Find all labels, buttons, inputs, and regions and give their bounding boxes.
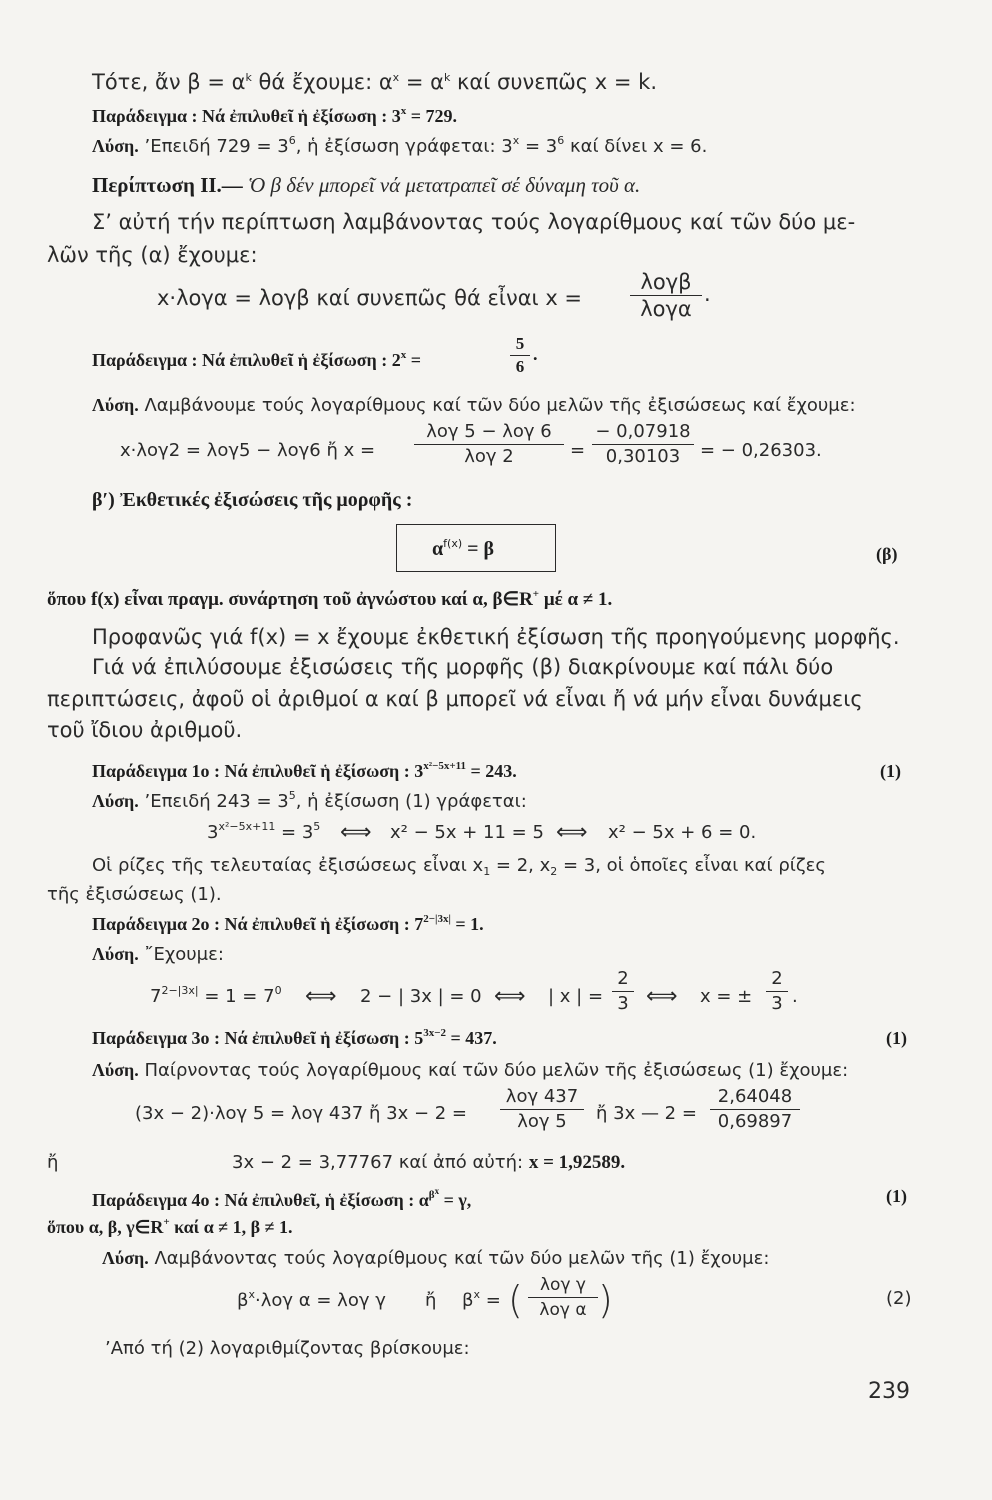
- equivalence-arrow: ⟺: [494, 984, 524, 1009]
- equation-text: x = ±: [700, 986, 753, 1007]
- fraction: λογ 5 − λογ 6 λογ 2: [414, 421, 564, 468]
- equation-text: x² − 5x + 11 = 5: [390, 822, 544, 843]
- page-number: 239: [868, 1379, 910, 1404]
- paragraph-line: Προφανῶς γιά f(x) = x ἔχουμε ἐκθετική ἐξίσωση τῆς προηγούμενης μορφῆς.: [92, 625, 900, 649]
- example-heading: Παράδειγμα 4ο : Νά ἐπιλυθεῖ, ἡ ἐξίσωση : $\alpha^{\beta^x} = \gamma$,: [92, 1186, 472, 1210]
- equation-text: (3x − 2)·λογ 5 = λογ 437 ἤ 3x − 2 =: [135, 1103, 467, 1124]
- fraction: λογ γ λογ α: [528, 1274, 598, 1321]
- equation-text: 2 − | 3x | = 0: [360, 986, 482, 1007]
- example-heading: Παράδειγμα : Νά ἐπιλυθεῖ ἡ ἐξίσωση : $2^x$ =: [92, 349, 422, 370]
- paragraph-line: λῶν τῆς (α) ἔχουμε:: [47, 243, 258, 267]
- equivalence-arrow: ⟺: [556, 820, 586, 845]
- fraction: 2 3: [766, 968, 788, 1015]
- left-paren: (: [508, 1278, 523, 1322]
- solution-line: Λύση. ’Επειδή $729 = 3^6$, ἡ ἐξίσωση γράφεται: $3^x = 3^6$ καί δίνει x = 6.: [92, 134, 708, 157]
- fraction: 2 3: [612, 968, 634, 1015]
- equation-tag: (1): [886, 1028, 907, 1048]
- paragraph-line: Οἱ ρίζες τῆς τελευταίας ἐξισώσεως εἶναι $x_1 = 2$, $x_2 = 3$, οἱ ὁποῖες εἶναι καί ρίζες: [92, 855, 826, 878]
- fraction: λογ 437 λογ 5: [500, 1086, 584, 1133]
- equation-text: 3x − 2 = 3,77767 καί ἀπό αὐτή: x = 1,92589.: [232, 1152, 626, 1173]
- section-heading: β′) Ἐκθετικές ἐξισώσεις τῆς μορφῆς :: [92, 489, 413, 511]
- equation-text: =: [570, 440, 586, 461]
- equivalence-arrow: ⟺: [646, 984, 676, 1009]
- equation-text: = − 0,26303.: [700, 440, 822, 461]
- equation-text: $\beta^x\cdot\lambda o\gamma$ α = λογ γ: [237, 1288, 386, 1311]
- right-paren: ): [598, 1278, 613, 1322]
- equation-text: x·λογα = λογβ καί συνεπῶς θά εἶναι x =: [157, 286, 583, 310]
- equation-tag: (β): [876, 544, 898, 564]
- solution-line: Λύση. ῎Εχουμε:: [92, 944, 224, 965]
- fraction: − 0,07918 0,30103: [592, 421, 694, 468]
- fraction: λογβ λογα: [630, 270, 702, 321]
- fraction: 5 6: [510, 334, 530, 377]
- solution-line: Λύση. Λαμβάνουμε τούς λογαρίθμους καί τῶν δύο μελῶν τῆς ἐξισώσεως καί ἔχουμε:: [92, 395, 856, 416]
- text-line-then: Τότε, ἄν $\beta = \alpha^k$ θά ἔχουμε: $\alpha^x = \alpha^k$ καί συνεπῶς x = k.: [92, 70, 658, 94]
- equation-text: .: [533, 344, 538, 364]
- equation-text: x·λογ2 = λογ5 − λογ6 ἤ x =: [120, 440, 376, 461]
- equation-tag: (1): [886, 1186, 907, 1206]
- equation-tag: (1): [880, 761, 901, 781]
- solution-line: Λύση. Λαμβάνοντας τούς λογαρίθμους καί τῶν δύο μελῶν τῆς (1) ἔχουμε:: [102, 1248, 770, 1269]
- definition-line: ὅπου f(x) εἶναι πραγμ. συνάρτηση τοῦ ἀγνώστου καί α, β∈R+ μέ α ≠ 1.: [47, 588, 613, 610]
- example-heading: Παράδειγμα 3ο : Νά ἐπιλυθεῖ ἡ ἐξίσωση : $5^{3x-2} = 437$.: [92, 1027, 497, 1048]
- equation-text: $3^{x^2-5x+11} = 3^5$: [207, 820, 321, 843]
- solution-line: Λύση. ’Επειδή $243 = 3^5$, ἡ ἐξίσωση (1) γράφεται:: [92, 789, 527, 812]
- equation-text: | x | =: [548, 986, 604, 1007]
- equation-text: $\beta^x$ =: [462, 1288, 501, 1311]
- equation-text: x² − 5x + 6 = 0.: [608, 822, 757, 843]
- equation-text: ἤ 3x — 2 =: [596, 1103, 697, 1124]
- case-heading: Περίπτωση ΙΙ.— Ὁ β δέν μπορεῖ νά μετατραπεῖ σέ δύναμη τοῦ α.: [92, 173, 641, 197]
- boxed-formula-text: $\alpha^{f(x)} = \beta$: [432, 537, 495, 560]
- equation-text: ἤ: [47, 1152, 59, 1173]
- equation-text: .: [792, 986, 798, 1007]
- equation-text: .: [704, 282, 711, 306]
- fraction: 2,64048 0,69897: [710, 1086, 800, 1133]
- paragraph-line: τοῦ ἴδιου ἀριθμοῦ.: [47, 718, 243, 742]
- paragraph-line: Σ’ αὐτή τήν περίπτωση λαμβάνοντας τούς λογαρίθμους καί τῶν δύο με-: [92, 210, 856, 234]
- example-heading: ὅπου α, β, γ∈R+ καί α ≠ 1, β ≠ 1.: [47, 1216, 293, 1237]
- equivalence-arrow: ⟺: [305, 984, 335, 1009]
- example-heading: Παράδειγμα : Νά ἐπιλυθεῖ ἡ ἐξίσωση : $3^x = 729$.: [92, 105, 458, 126]
- solution-line: Λύση. Παίρνοντας τούς λογαρίθμους καί τῶν δύο μελῶν τῆς ἐξισώσεως (1) ἔχουμε:: [92, 1060, 849, 1081]
- paragraph-line: τῆς ἐξισώσεως (1).: [47, 884, 222, 905]
- example-heading: Παράδειγμα 1ο : Νά ἐπιλυθεῖ ἡ ἐξίσωση : $3^{x^2-5x+11} = 243$.: [92, 760, 517, 781]
- paragraph-line: περιπτώσεις, ἀφοῦ οἱ ἀριθμοί α καί β μπορεῖ νά εἶναι ἤ νά μήν εἶναι δυνάμεις: [47, 687, 863, 711]
- paragraph-line: ’Από τή (2) λογαριθμίζοντας βρίσκουμε:: [105, 1338, 470, 1359]
- equation-text: ἤ: [425, 1290, 437, 1311]
- paragraph-line: Γιά νά ἐπιλύσουμε ἐξισώσεις τῆς μορφῆς (β) διακρίνουμε καί πάλι δύο: [92, 655, 834, 679]
- equation-text: $7^{2-|3x|} = 1 = 7^0$: [150, 984, 282, 1007]
- equivalence-arrow: ⟺: [340, 820, 370, 845]
- equation-tag: (2): [886, 1288, 912, 1309]
- example-heading: Παράδειγμα 2ο : Νά ἐπιλυθεῖ ἡ ἐξίσωση : $7^{2-|3x|} = 1$.: [92, 913, 484, 934]
